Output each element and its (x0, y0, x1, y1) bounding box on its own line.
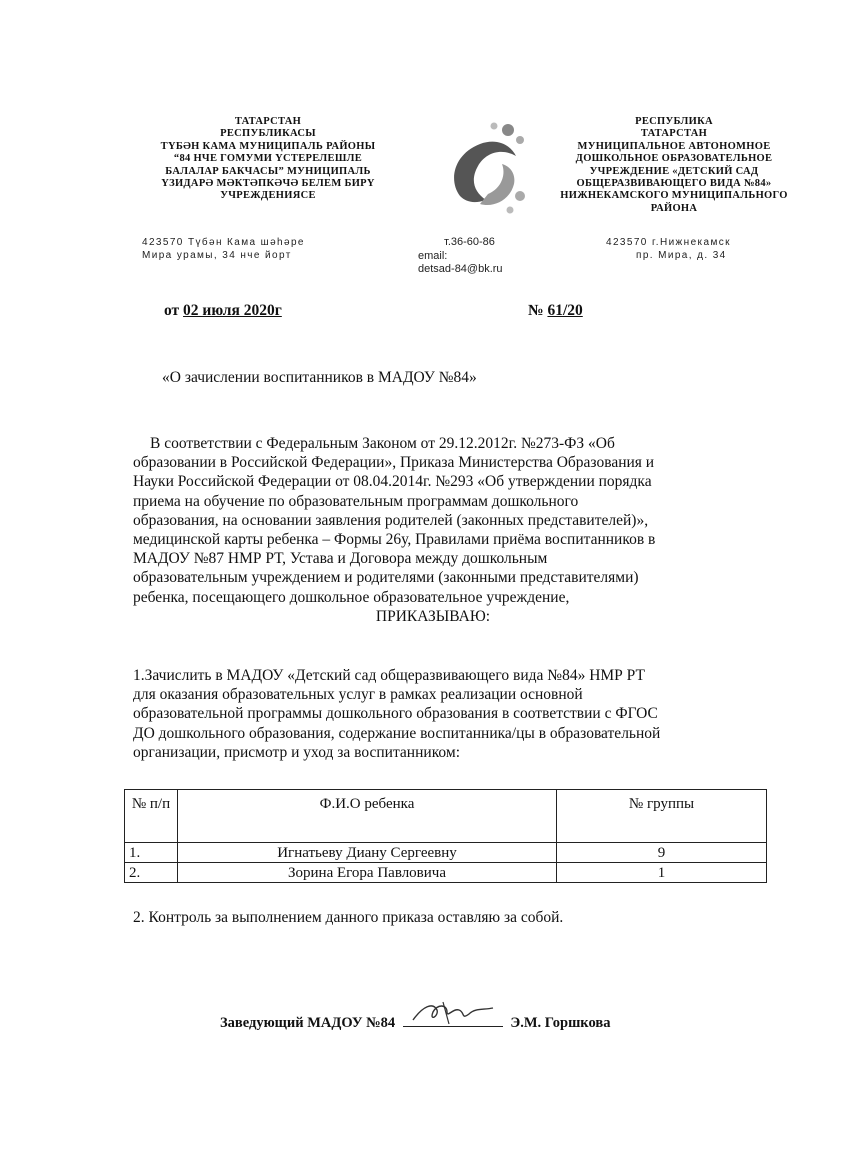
header-left-line: ТҮБӘН КАМА МУНИЦИПАЛЬ РАЙОНЫ (160, 140, 376, 152)
command-word: ПРИКАЗЫВАЮ: (375, 607, 491, 625)
header-right-line: ДОШКОЛЬНОЕ ОБРАЗОВАТЕЛЬНОЕ (575, 153, 773, 165)
item-1-line: организации, присмотр и уход за воспитанником: (133, 743, 461, 761)
left-address-line: Мира урамы, 34 нче йорт (142, 250, 292, 261)
signatory-position: Заведующий МАДОУ №84 (220, 1015, 396, 1031)
order-number-value: 61/20 (547, 302, 583, 319)
email-label: email: (418, 249, 448, 262)
header-right-line: ОБЩЕРАЗВИВАЮЩЕГО ВИДА №84» (576, 178, 772, 190)
header-left-line: УЧРЕЖДЕНИЯСЕ (220, 190, 316, 202)
preamble-line: образовательным учреждением и родителями (законными представителями) (133, 569, 639, 587)
header-right-line: РЕСПУБЛИКА (635, 116, 713, 127)
right-address (590, 236, 770, 262)
item-1-line: 1.Зачислить в МАДОУ «Детский сад общеразвивающего вида №84» НМР РТ (133, 667, 645, 684)
preamble-line: МАДОУ №87 НМР РТ, Устава и Договора между дошкольным (133, 550, 548, 568)
item-1-line: для оказания образовательных услуг в рамках реализации основной (133, 686, 583, 704)
order-number (528, 302, 583, 320)
item-1-line: образовательной программы дошкольного образования в соответствии с ФГОС (133, 705, 658, 723)
right-address-line: пр. Мира, д. 34 (636, 250, 727, 261)
header-right-line: РАЙОНА (650, 202, 698, 214)
item-1 (133, 666, 783, 762)
table-row (125, 863, 767, 883)
order-date-prefix: от (164, 302, 184, 319)
header-right-line: УЧРЕЖДЕНИЕ «ДЕТСКИЙ САД (589, 165, 759, 177)
order-title: «О зачислении воспитанников в МАДОУ №84» (162, 369, 477, 386)
item-2: 2. Контроль за выполнением данного приказа оставляю за собой. (133, 909, 564, 926)
row-number: 2. (125, 863, 178, 883)
kindergarten-logo-icon (440, 118, 530, 218)
table-header-row (125, 790, 767, 843)
signature-line (403, 1012, 503, 1027)
preamble-line: Науки Российской Федерации от 08.04.2014г. №293 «Об утверждении порядка (133, 473, 652, 491)
table-row (125, 843, 767, 863)
header-number: № п/п (125, 790, 178, 843)
row-group: 1 (557, 863, 767, 883)
header-left-line: ТАТАРСТАН (234, 116, 302, 127)
row-group: 9 (557, 843, 767, 863)
preamble-line: В соответствии с Федеральным Законом от 29.12.2012г. №273-ФЗ «Об (150, 435, 615, 452)
preamble-line: медицинской карты ребенка – Формы 26у, Правилами приёма воспитанников в (133, 531, 656, 549)
header-left-org (142, 116, 394, 203)
preamble-line: приема на обучение по образовательным программам дошкольного (133, 492, 579, 510)
order-date (164, 302, 282, 320)
children-table (124, 789, 767, 883)
item-1-line: ДО дошкольного образования, содержание воспитанника/цы в образовательной (133, 724, 661, 742)
handwritten-signature-icon (403, 998, 503, 1028)
preamble-line: образования, на основании заявления родителей (законных представителей)», (133, 511, 649, 529)
preamble (133, 434, 773, 626)
row-child-name: Зорина Егора Павловича (178, 863, 557, 883)
contacts (418, 236, 558, 277)
row-number: 1. (125, 843, 178, 863)
header-right-line: МУНИЦИПАЛЬНОЕ АВТОНОМНОЕ (577, 140, 771, 152)
header-right-line: НИЖНЕКАМСКОГО МУНИЦИПАЛЬНОГО (560, 190, 788, 202)
order-number-prefix: № (528, 302, 548, 319)
signature-block (220, 1012, 610, 1032)
header-right-line: ТАТАРСТАН (640, 128, 708, 140)
left-address (142, 236, 382, 262)
header-left-line: РЕСПУБЛИКАСЫ (220, 128, 316, 140)
preamble-line: образовании в Российской Федерации», Приказа Министерства Образования и (133, 454, 655, 472)
signatory-name: Э.М. Горшкова (510, 1015, 611, 1031)
order-date-value: 02 июля 2020г (183, 302, 282, 319)
left-address-line: 423570 Түбән Кама шәһәре (142, 237, 305, 248)
header-group-number: № группы (557, 790, 767, 843)
header-left-line: ҮЗИДАРӘ МӘКТӘПКӘЧӘ БЕЛЕМ БИРҮ (161, 178, 375, 190)
right-address-line: 423570 г.Нижнекамск (606, 237, 731, 248)
header-left-line: “84 НЧЕ ГОМУМИ ҮСТЕРЕЛЕШЛЕ (173, 153, 363, 165)
header-left-line: БАЛАЛАР БАКЧАСЫ” МУНИЦИПАЛЬ (165, 165, 371, 177)
phone: т.36-60-86 (444, 236, 495, 248)
row-child-name: Игнатьеву Диану Сергеевну (178, 843, 557, 863)
header-child-name: Ф.И.О ребенка (178, 790, 557, 843)
header-right-org (558, 116, 790, 215)
preamble-line: ребенка, посещающего дошкольное образовательное учреждение, (133, 588, 570, 606)
email[interactable]: detsad-84@bk.ru (418, 263, 503, 275)
